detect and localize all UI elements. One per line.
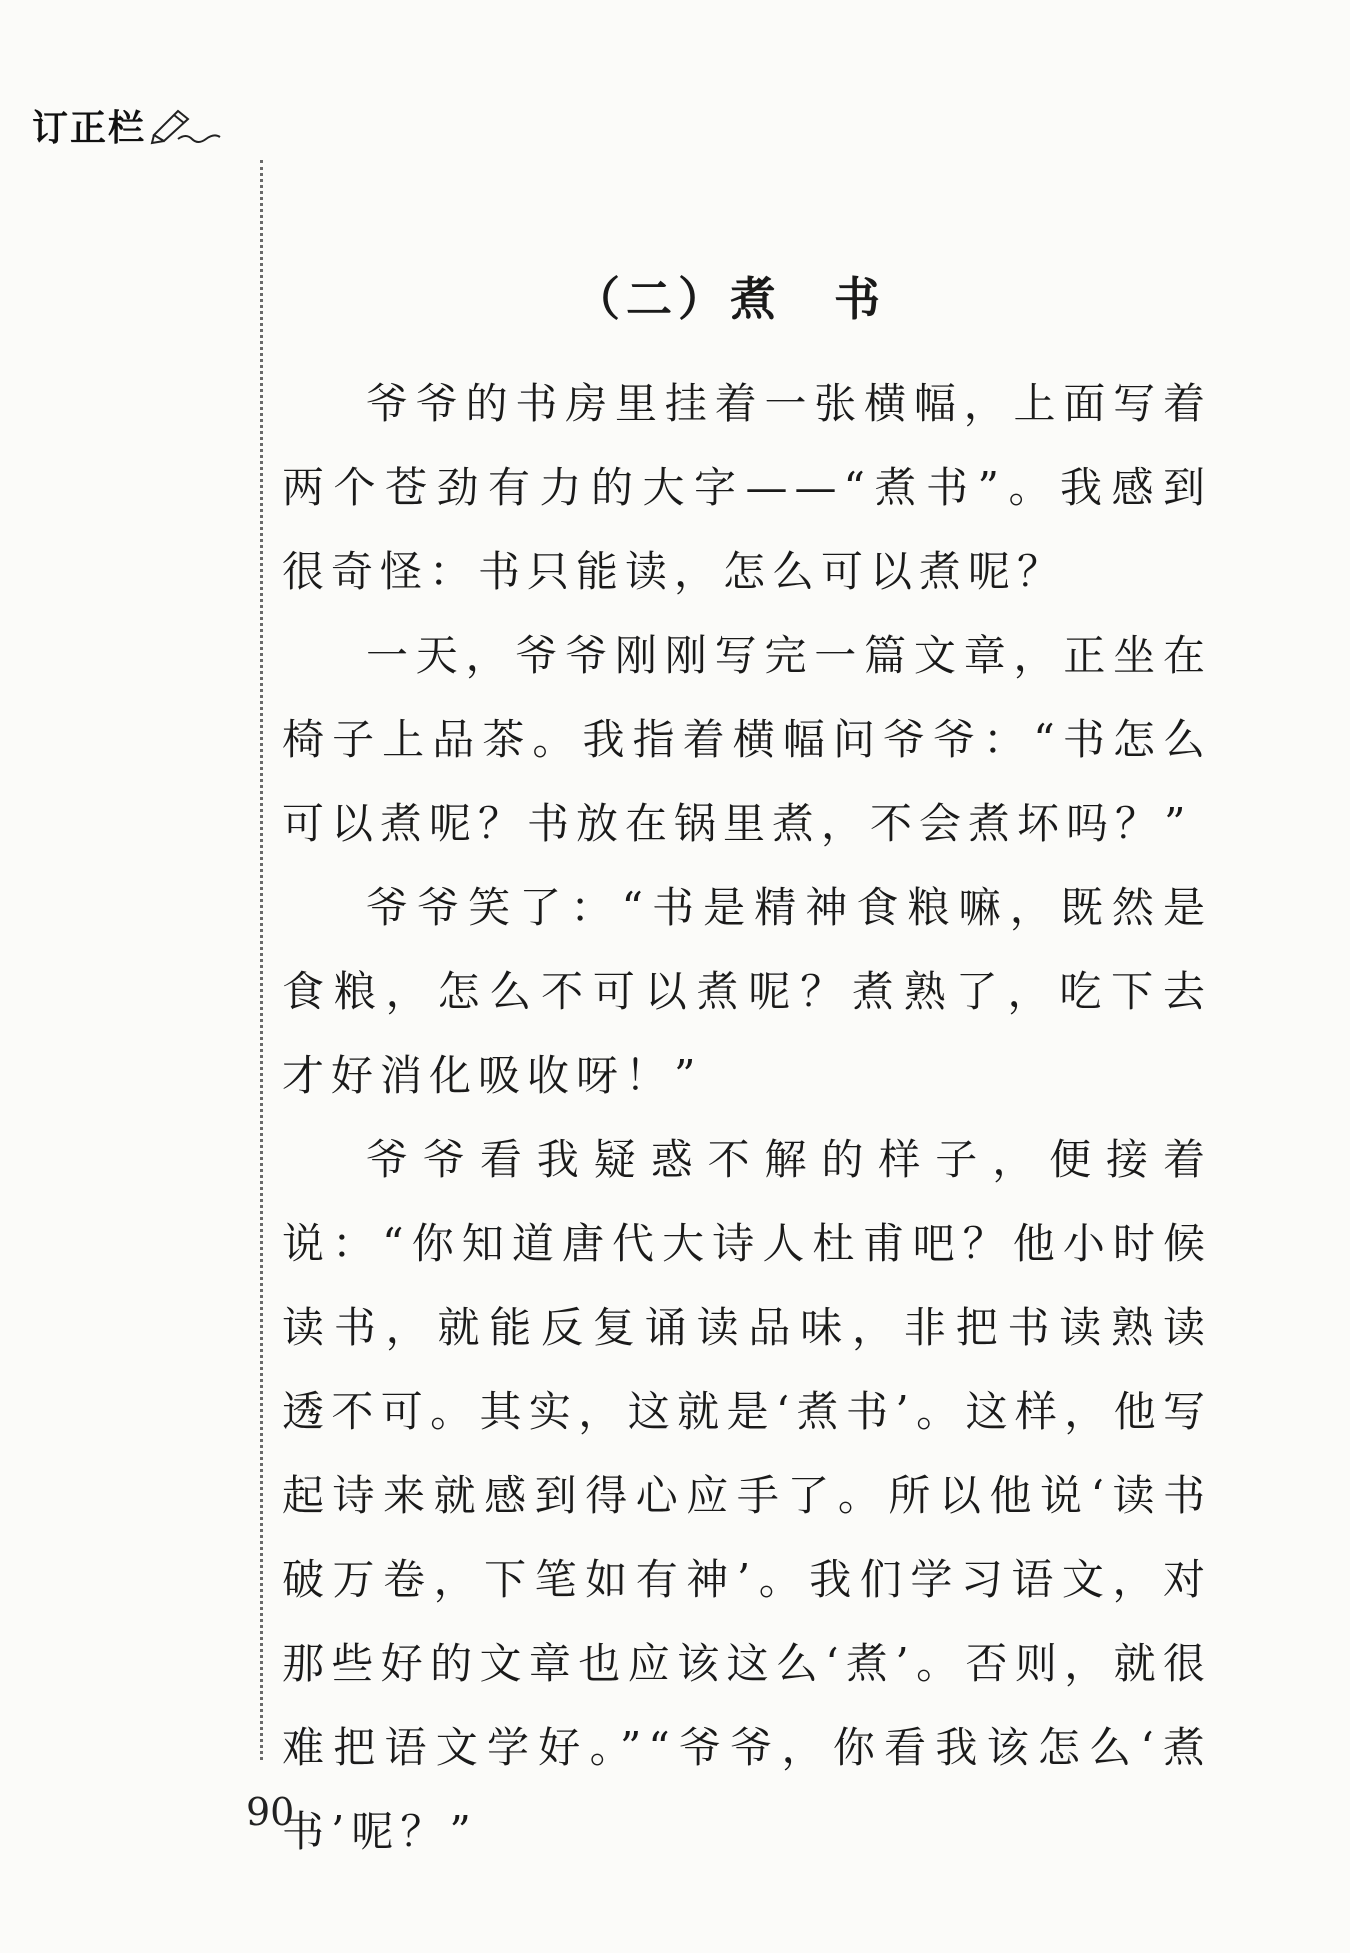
page-number: 90 — [246, 1790, 295, 1834]
paragraph: 爷爷的书房里挂着一张横幅，上面写着两个苍劲有力的大字——“煮书”。我感到很奇怪：书只能读，怎么可以煮呢？ — [282, 379, 1212, 596]
correction-column-label: 订正栏 — [32, 108, 147, 149]
paragraph: 一天，爷爷刚刚写完一篇文章，正坐在椅子上品茶。我指着横幅问爷爷：“书怎么可以煮呢？书放在锅里煮，不会煮坏吗？” — [282, 631, 1212, 848]
paragraph: 爷爷笑了：“书是精神食粮嘛，既然是食粮，怎么不可以煮呢？煮熟了，吃下去才好消化吸收呀！” — [282, 883, 1212, 1100]
paragraph: 爷爷看我疑惑不解的样子，便接着说：“你知道唐代大诗人杜甫吧？他小时候读书，就能反复诵读品味，非把书读熟读透不可。其实，这就是‘煮书’。这样，他写起诗来就感到得心应手了。所以他说‘读书破万卷，下笔如有神’。我们学习语文，对那些好的文章也应该这么‘煮’。否则，就很难把语文学好。”“爷爷，你看我该怎么‘煮书’呢？” — [282, 1135, 1212, 1856]
pencil-icon — [148, 105, 228, 149]
correction-column-divider — [260, 160, 263, 1760]
passage-body — [282, 362, 1212, 1874]
passage-title: （二）煮 书 — [574, 271, 886, 326]
correction-column-header — [32, 100, 228, 151]
